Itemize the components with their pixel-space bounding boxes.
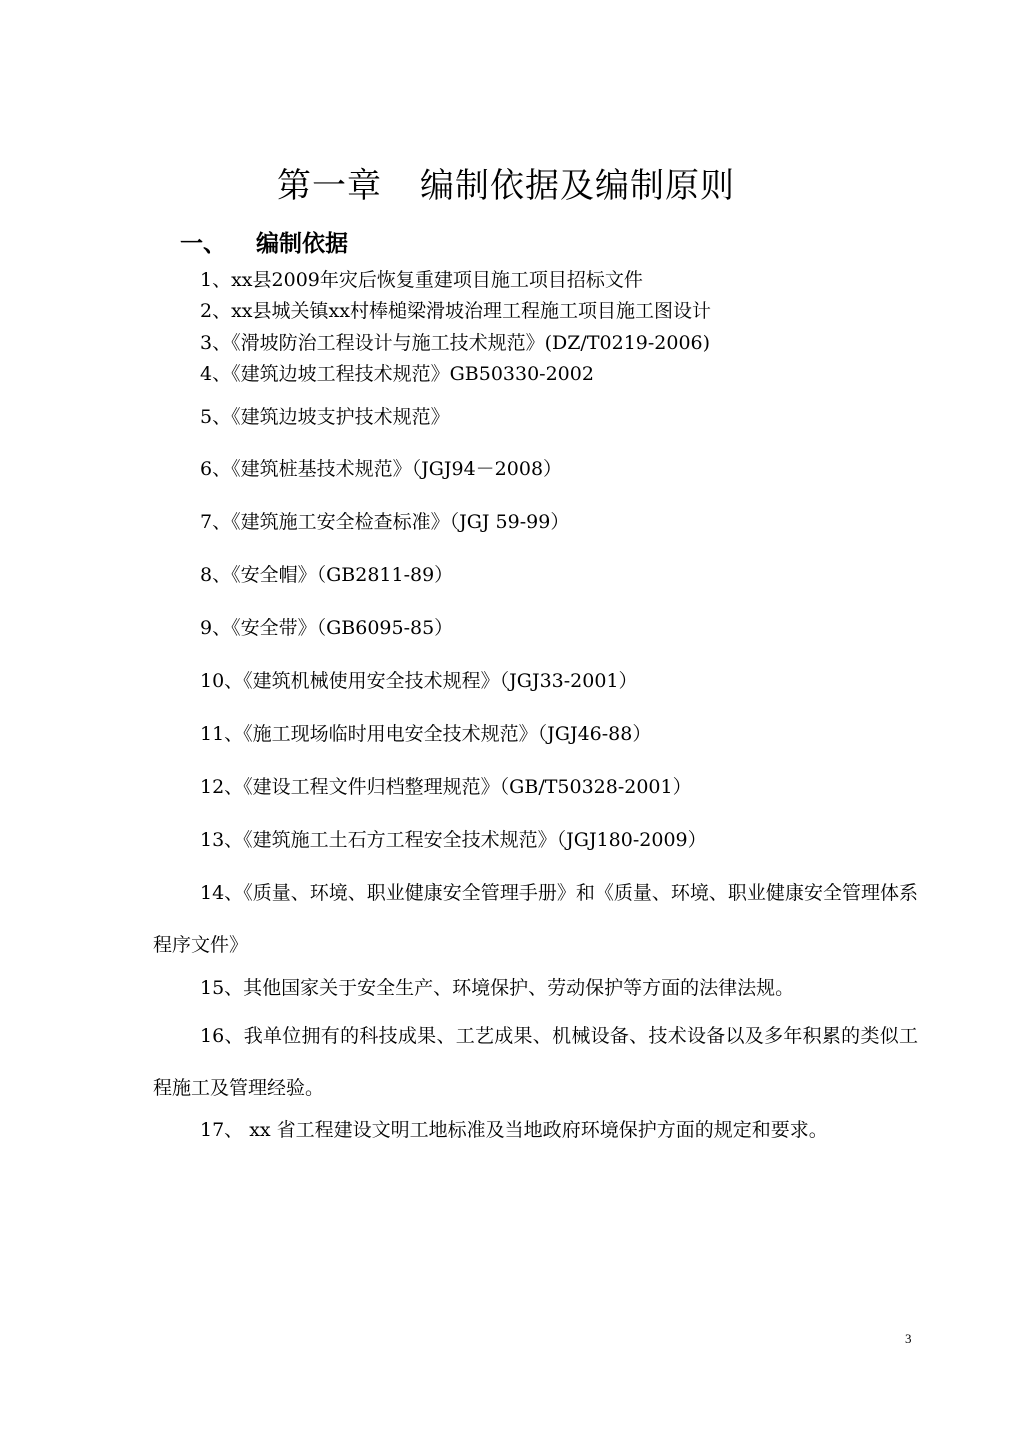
list-item: 11、《施工现场临时用电安全技术规范》（JGJ46-88） [200, 723, 652, 745]
page-number: 3 [905, 1331, 912, 1346]
list-item: 15、其他国家关于安全生产、环境保护、劳动保护等方面的法律法规。 [200, 977, 795, 999]
chapter-title [0, 158, 1012, 207]
list-item: 7、《建筑施工安全检查标准》（JGJ 59-99） [200, 511, 570, 533]
list-item: 5、《建筑边坡支护技术规范》 [200, 406, 450, 428]
list-item: 2、xx县城关镇xx村棒槌梁滑坡治理工程施工项目施工图设计 [200, 300, 711, 322]
section-number: 一、 [180, 231, 226, 257]
list-item: 10、《建筑机械使用安全技术规程》（JGJ33-2001） [200, 670, 638, 692]
list-item: 12、《建设工程文件归档整理规范》（GB/T50328-2001） [200, 776, 692, 798]
section-title: 编制依据 [256, 231, 348, 257]
list-item: 13、《建筑施工土石方工程安全技术规范》（JGJ180-2009） [200, 829, 707, 851]
list-item: 16、我单位拥有的科技成果、工艺成果、机械设备、技术设备以及多年积累的类似工程施工及管理经验。 [153, 1025, 918, 1099]
list-item: 9、《安全带》（GB6095-85） [200, 617, 454, 639]
list-item: 6、《建筑桩基技术规范》（JGJ94－2008） [200, 458, 563, 480]
list-item: 8、《安全帽》（GB2811-89） [200, 564, 454, 586]
chapter-number: 第一章 [277, 166, 382, 206]
list-item: 14、《质量、环境、职业健康安全管理手册》和《质量、环境、职业健康安全管理体系程序文件》 [153, 882, 918, 956]
list-item: 4、《建筑边坡工程技术规范》GB50330-2002 [200, 363, 594, 385]
section-heading [180, 225, 348, 258]
list-item: 3、《滑坡防治工程设计与施工技术规范》(DZ/T0219-2006) [200, 332, 711, 354]
chapter-name: 编制依据及编制原则 [420, 166, 735, 206]
list-item: 1、xx县2009年灾后恢复重建项目施工项目招标文件 [200, 269, 643, 291]
list-item: 17、 xx 省工程建设文明工地标准及当地政府环境保护方面的规定和要求。 [200, 1119, 828, 1141]
